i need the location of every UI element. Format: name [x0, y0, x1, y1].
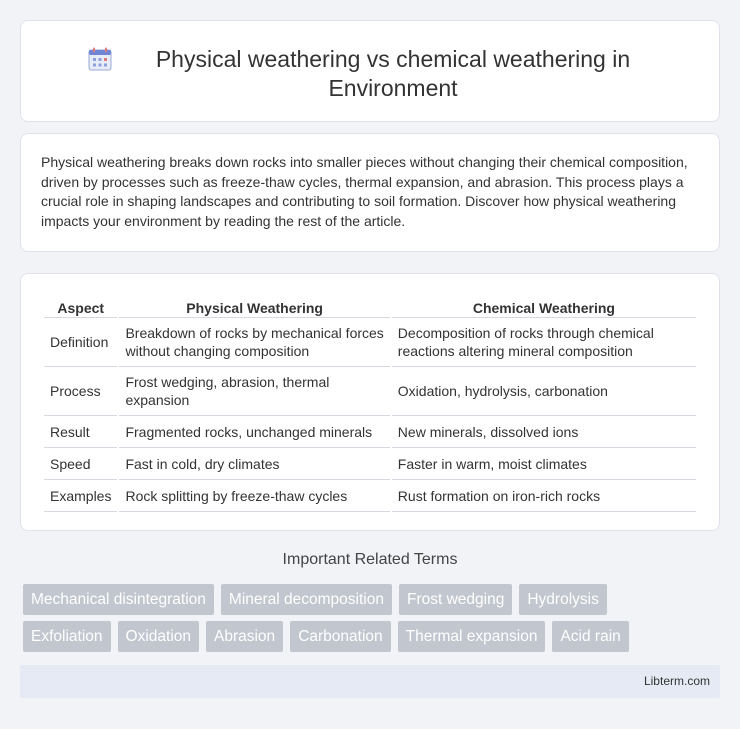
- cell-aspect: Process: [44, 367, 117, 416]
- tag-abrasion[interactable]: Abrasion: [206, 621, 283, 652]
- footer: [20, 665, 720, 698]
- cell-physical: Fast in cold, dry climates: [119, 448, 389, 480]
- header-physical: Physical Weathering: [119, 296, 389, 318]
- intro-paragraph: Physical weathering breaks down rocks into smaller pieces without changing their chemical composition, driven by processes such as freeze-thaw cycles, thermal expansion, and abrasion. This process plays a crucial role in shaping landscapes and contributing to soil formation. Discover how physical weathering impacts your environment by reading the rest of the article.: [41, 154, 688, 229]
- cell-chemical: Faster in warm, moist climates: [392, 448, 696, 480]
- table-row: [44, 448, 696, 480]
- tag-row: [23, 584, 723, 615]
- cell-physical: Frost wedging, abrasion, thermal expansion: [119, 367, 389, 416]
- cell-physical: Rock splitting by freeze-thaw cycles: [119, 480, 389, 512]
- tag-mechanical-disintegration[interactable]: Mechanical disintegration: [23, 584, 214, 615]
- header-aspect: Aspect: [44, 296, 117, 318]
- page-title: Physical weathering vs chemical weathering in Environment: [155, 46, 631, 101]
- comparison-table-card: [20, 273, 720, 531]
- tag-row: [23, 621, 723, 652]
- comparison-table: [42, 296, 698, 512]
- title-card: [20, 20, 720, 122]
- table-header-row: [44, 296, 696, 318]
- tag-oxidation[interactable]: Oxidation: [118, 621, 199, 652]
- tag-hydrolysis[interactable]: Hydrolysis: [519, 584, 606, 615]
- cell-chemical: Decomposition of rocks through chemical reactions altering mineral composition: [392, 318, 696, 367]
- related-terms-heading: Important Related Terms: [282, 551, 458, 568]
- tag-mineral-decomposition[interactable]: Mineral decomposition: [221, 584, 392, 615]
- calendar-icon: [87, 46, 113, 72]
- cell-physical: Breakdown of rocks by mechanical forces without changing composition: [119, 318, 389, 367]
- cell-chemical: New minerals, dissolved ions: [392, 416, 696, 448]
- cell-aspect: Speed: [44, 448, 117, 480]
- cell-aspect: Result: [44, 416, 117, 448]
- table-row: [44, 416, 696, 448]
- related-terms: [23, 584, 723, 658]
- table-row: [44, 367, 696, 416]
- cell-physical: Fragmented rocks, unchanged minerals: [119, 416, 389, 448]
- intro-card: [20, 133, 720, 252]
- tag-acid-rain[interactable]: Acid rain: [552, 621, 628, 652]
- footer-site-link[interactable]: Libterm.com: [643, 674, 710, 688]
- cell-aspect: Definition: [44, 318, 117, 367]
- tag-carbonation[interactable]: Carbonation: [290, 621, 390, 652]
- tag-exfoliation[interactable]: Exfoliation: [23, 621, 111, 652]
- cell-chemical: Rust formation on iron-rich rocks: [392, 480, 696, 512]
- table-row: [44, 480, 696, 512]
- tag-thermal-expansion[interactable]: Thermal expansion: [398, 621, 546, 652]
- tag-frost-wedging[interactable]: Frost wedging: [399, 584, 512, 615]
- cell-chemical: Oxidation, hydrolysis, carbonation: [392, 367, 696, 416]
- cell-aspect: Examples: [44, 480, 117, 512]
- header-chemical: Chemical Weathering: [392, 296, 696, 318]
- table-row: [44, 318, 696, 367]
